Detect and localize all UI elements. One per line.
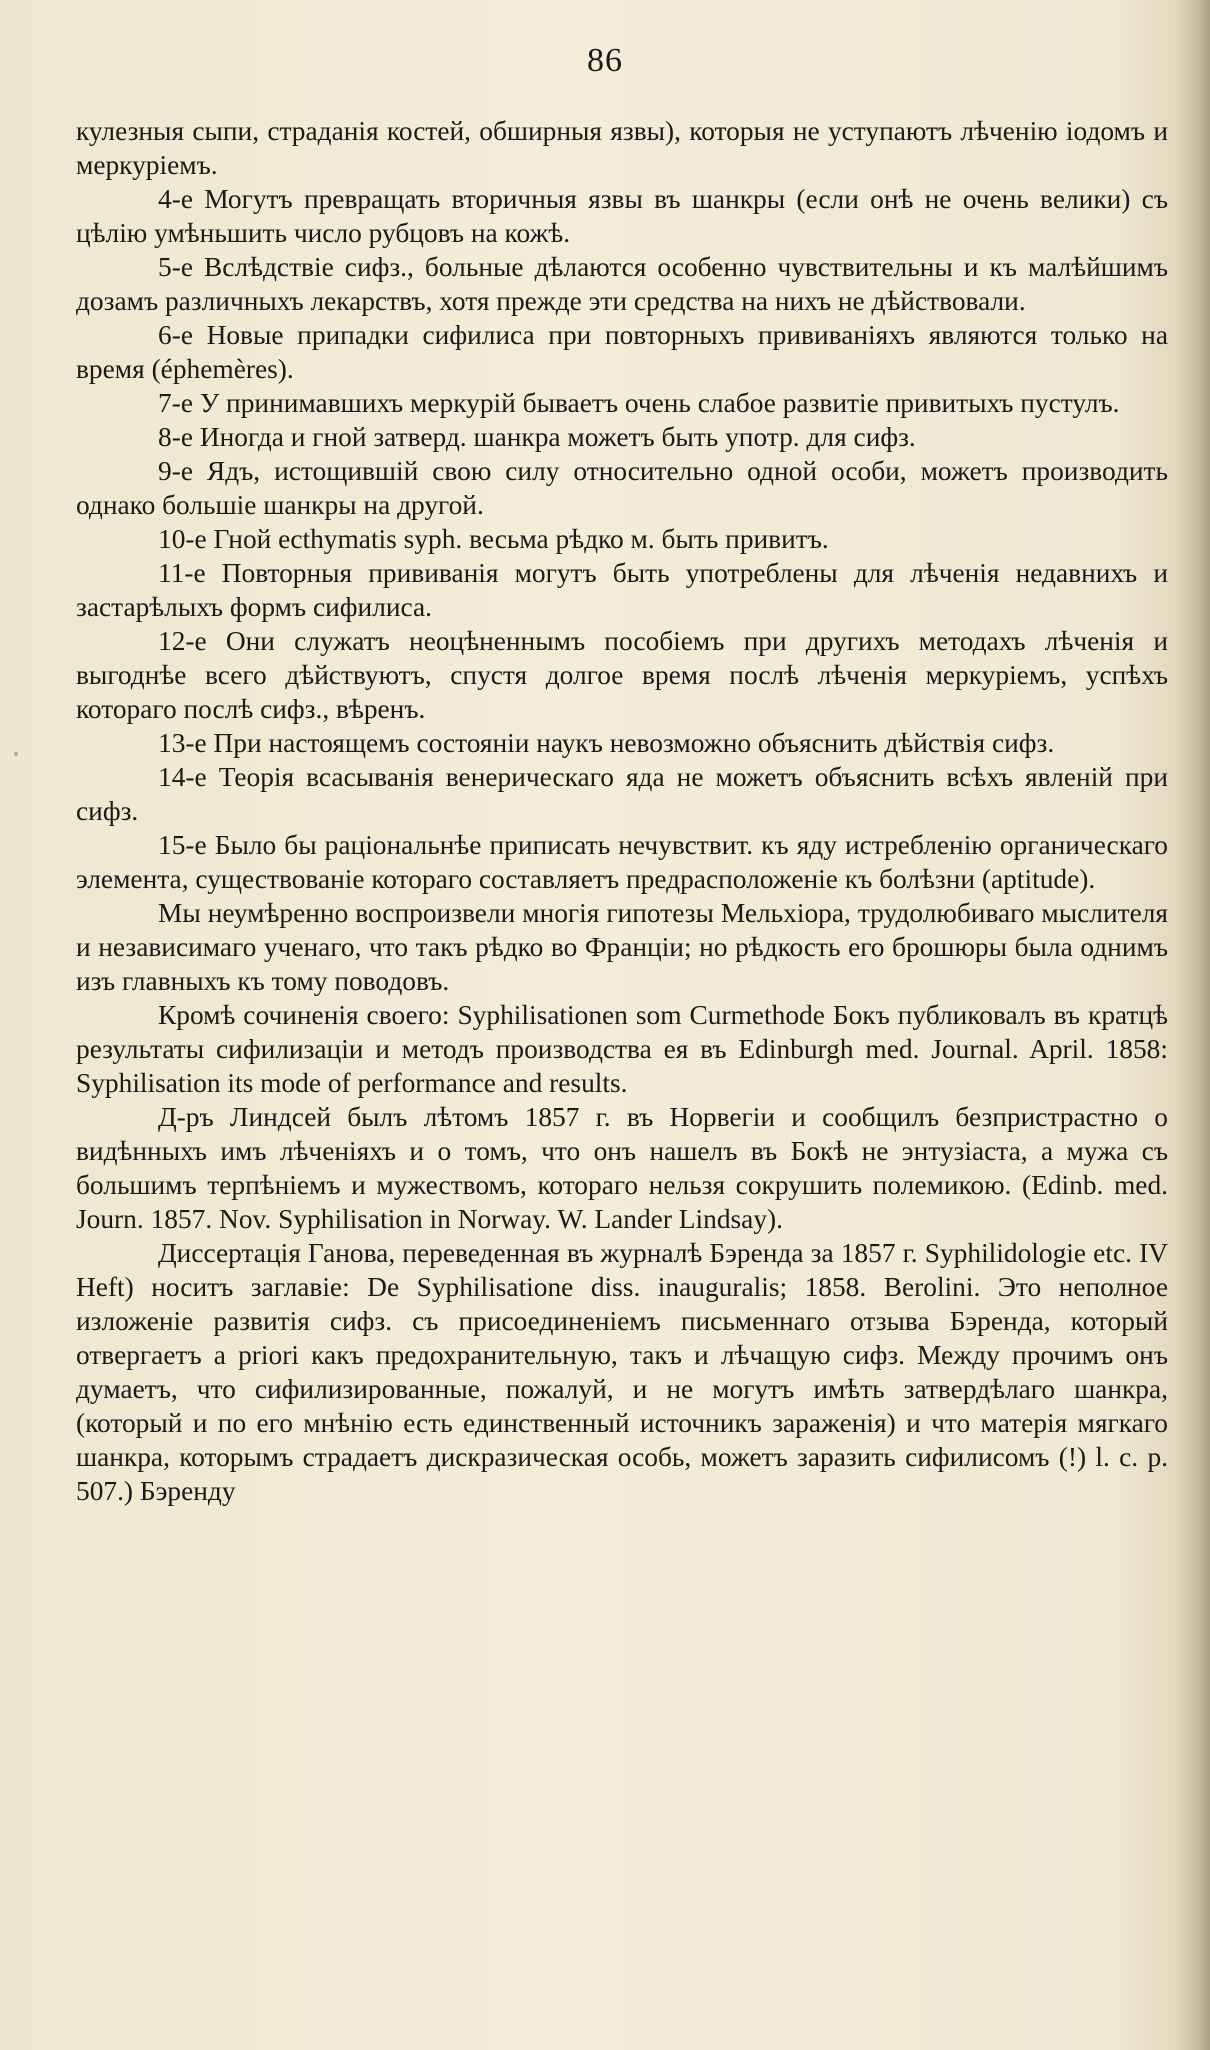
paragraph: Мы неумѣренно воспроизвели многія гипотезы Мельхіора, трудолюбиваго мыслителя и независимаго ученаго, что такъ рѣдко во Франціи; но рѣдкость его брошюры была однимъ изъ главныхъ къ тому поводовъ. — [76, 898, 1168, 996]
paper-speck — [14, 752, 18, 756]
paragraph: 9-е Ядъ, истощившій свою силу относительно одной особи, можетъ производить однако большіе шанкры на другой. — [76, 456, 1168, 520]
body-text — [76, 114, 1168, 1508]
paragraph: 5-е Вслѣдствіе сифз., больные дѣлаются особенно чувствительны и къ малѣйшимъ дозамъ различныхъ лекарствъ, хотя прежде эти средства на нихъ не дѣйствовали. — [76, 252, 1168, 316]
paragraph: 6-е Новые припадки сифилиса при повторныхъ прививаніяхъ являются только на время (éphemères). — [76, 320, 1168, 384]
paragraph: Диссертація Ганова, переведенная въ журналѣ Бэренда за 1857 г. Syphilidologie etc. IV Heft) носитъ заглавіе: De Syphilisatione diss. inauguralis; 1858. Berolini. Это неполное изложеніе развитія сифз. съ присоединеніемъ письменнаго отзыва Бэренда, который отвергаетъ a priori какъ предохранительную, такъ и лѣчащую сифз. Между прочимъ онъ думаетъ, что сифилизированные, пожалуй, и не могутъ имѣть затвердѣлаго шанкра, (который и по его мнѣнію есть единственный источникъ зараженія) и что матерія мягкаго шанкра, которымъ страдаетъ дискразическая особь, можетъ заразить сифилисомъ (!) l. c. p. 507.) Бэренду — [76, 1238, 1168, 1506]
paragraph: 13-е При настоящемъ состояніи наукъ невозможно объяснить дѣйствія сифз. — [158, 728, 1055, 758]
paragraph: 10-е Гной ecthymatis syph. весьма рѣдко м. быть привитъ. — [158, 524, 829, 554]
paragraph: 12-е Они служатъ неоцѣненнымъ пособіемъ при другихъ методахъ лѣченія и выгоднѣе всего дѣйствуютъ, спустя долгое время послѣ лѣченія меркуріемъ, успѣхъ котораго послѣ сифз., вѣренъ. — [76, 626, 1168, 724]
paragraph: кулезныя сыпи, страданія костей, обширныя язвы), которыя не уступаютъ лѣченію іодомъ и меркуріемъ. — [76, 116, 1168, 180]
paragraph: 15-е Было бы раціональнѣе приписать нечувствит. къ яду истребленію органическаго элемента, существованіе котораго составляетъ предрасположеніе къ болѣзни (aptitude). — [76, 830, 1168, 894]
paragraph: Кромѣ сочиненія своего: Syphilisationen som Curmethode Бокъ публиковалъ въ кратцѣ результаты сифилизаціи и методъ производства ея въ Edinburgh med. Journal. April. 1858: Syphilisation its mode of performance and results. — [76, 1000, 1168, 1098]
paragraph: 8-е Иногда и гной затверд. шанкра можетъ быть употр. для сифз. — [158, 422, 916, 452]
paragraph: 14-е Теорія всасыванія венерическаго яда не можетъ объяснить всѣхъ явленій при сифз. — [76, 762, 1168, 826]
paragraph: Д-ръ Линдсей былъ лѣтомъ 1857 г. въ Норвегіи и сообщилъ безпристрастно о видѣнныхъ имъ лѣченіяхъ и о томъ, что онъ нашелъ въ Бокѣ не энтузіаста, а мужа съ большимъ терпѣніемъ и мужествомъ, котораго нельзя сокрушить полемикою. (Edinb. med. Journ. 1857. Nov. Syphilisation in Norway. W. Lander Lindsay). — [76, 1102, 1168, 1234]
paragraph: 4-е Могутъ превращать вторичныя язвы въ шанкры (если онѣ не очень велики) съ цѣлію умѣньшить число рубцовъ на кожѣ. — [76, 184, 1168, 248]
paragraph: 7-е У принимавшихъ меркурій бываетъ очень слабое развитіе привитыхъ пустулъ. — [158, 388, 1120, 418]
binding-shadow — [1176, 0, 1210, 2050]
paragraph: 11-е Повторныя прививанія могутъ быть употреблены для лѣченія недавнихъ и застарѣлыхъ формъ сифилиса. — [76, 558, 1168, 622]
page-number: 86 — [587, 42, 623, 79]
